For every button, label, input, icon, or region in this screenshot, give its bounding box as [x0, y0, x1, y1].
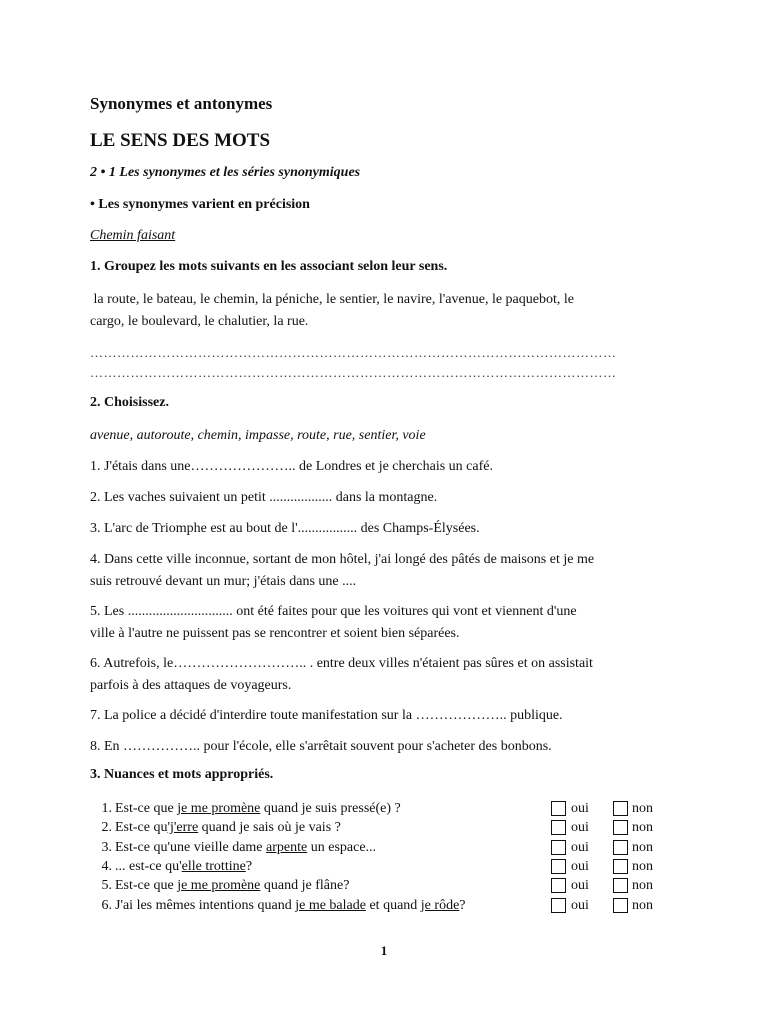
exercise-2-sentence-6-line-2: parfois à des attaques de voyageurs.: [90, 678, 292, 693]
oui-label: oui: [571, 878, 589, 893]
question-text: Est-ce qu'j'erre quand je sais où je vais ?: [115, 820, 341, 835]
question-row: [98, 857, 688, 876]
exercise-2-sentence-5-line-2: ville à l'autre ne puissent pas se rencontrer et soient bien séparées.: [90, 626, 460, 641]
exercise-2-sentence-5-line-1: 5. Les .............................. ont été faites pour que les voitures qui vont et viennent d'une: [90, 604, 577, 619]
question-number: 5.: [101, 878, 112, 893]
non-checkbox[interactable]: [613, 801, 628, 816]
non-label: non: [632, 840, 653, 855]
subsection-heading: • Les synonymes varient en précision: [90, 197, 310, 212]
non-label: non: [632, 878, 653, 893]
non-label: non: [632, 859, 653, 874]
exercise-3-heading: 3. Nuances et mots appropriés.: [90, 767, 274, 782]
question-row: [98, 818, 688, 837]
exercise-1-text-line-1: la route, le bateau, le chemin, la péniche, le sentier, le navire, l'avenue, le paquebot, le: [90, 292, 574, 307]
exercise-2-sentence-1: 1. J'étais dans une………………….. de Londres et je cherchais un café.: [90, 459, 493, 474]
exercise-2-sentence-4-line-2: suis retrouvé devant un mur; j'étais dans une ....: [90, 574, 357, 589]
document-subtitle: LE SENS DES MOTS: [90, 130, 271, 151]
question-row: [98, 876, 688, 895]
question-text: J'ai les mêmes intentions quand je me balade et quand je rôde?: [115, 898, 466, 913]
exercise-2-sentence-7: 7. La police a décidé d'interdire toute manifestation sur la ……………….. publique.: [90, 708, 563, 723]
non-checkbox[interactable]: [613, 820, 628, 835]
exercise-2-sentence-8: 8. En …………….. pour l'école, elle s'arrêtait souvent pour s'acheter des bonbons.: [90, 739, 552, 754]
oui-label: oui: [571, 840, 589, 855]
question-number: 2.: [101, 820, 112, 835]
oui-label: oui: [571, 820, 589, 835]
exercise-2-sentence-6-line-1: 6. Autrefois, le……………………….. . entre deux villes n'étaient pas sûres et on assistait: [90, 656, 593, 671]
oui-checkbox[interactable]: [551, 840, 566, 855]
oui-label: oui: [571, 859, 589, 874]
non-label: non: [632, 820, 653, 835]
question-number: 6.: [101, 898, 112, 913]
oui-label: oui: [571, 801, 589, 816]
question-number: 1.: [101, 801, 112, 816]
non-checkbox[interactable]: [613, 878, 628, 893]
non-checkbox[interactable]: [613, 898, 628, 913]
exercise-2-sentence-3: 3. L'arc de Triomphe est au bout de l'................. des Champs-Élysées.: [90, 521, 480, 536]
exercise-2-heading: 2. Choisissez.: [90, 395, 169, 410]
oui-checkbox[interactable]: [551, 878, 566, 893]
question-number: 3.: [101, 840, 112, 855]
oui-checkbox[interactable]: [551, 820, 566, 835]
oui-label: oui: [571, 898, 589, 913]
question-number: 4.: [101, 859, 112, 874]
non-label: non: [632, 801, 653, 816]
exercise-2-word-list: avenue, autoroute, chemin, impasse, route, rue, sentier, voie: [90, 428, 426, 443]
section-heading: 2 • 1 Les synonymes et les séries synonymiques: [90, 165, 361, 180]
non-checkbox[interactable]: [613, 859, 628, 874]
question-row: [98, 838, 688, 857]
non-checkbox[interactable]: [613, 840, 628, 855]
question-text: ... est-ce qu'elle trottine?: [115, 859, 253, 874]
document-title: Synonymes et antonymes: [90, 94, 273, 113]
oui-checkbox[interactable]: [551, 801, 566, 816]
answer-line-1: ………………………………………………………………………………………………………: [90, 345, 617, 360]
oui-checkbox[interactable]: [551, 898, 566, 913]
exercise-1-heading: 1. Groupez les mots suivants en les associant selon leur sens.: [90, 259, 448, 274]
question-row: [98, 896, 688, 915]
exercise-1-text-line-2: cargo, le boulevard, le chalutier, la rue.: [90, 314, 309, 329]
question-text: Est-ce qu'une vieille dame arpente un espace...: [115, 840, 377, 855]
topic-heading: Chemin faisant: [90, 228, 176, 243]
question-text: Est-ce que je me promène quand je suis pressé(e) ?: [115, 801, 401, 816]
exercise-2-sentence-4-line-1: 4. Dans cette ville inconnue, sortant de mon hôtel, j'ai longé des pâtés de maisons et je me: [90, 552, 595, 567]
oui-checkbox[interactable]: [551, 859, 566, 874]
exercise-2-sentence-2: 2. Les vaches suivaient un petit .................. dans la montagne.: [90, 490, 438, 505]
question-text: Est-ce que je me promène quand je flâne?: [115, 878, 350, 893]
answer-line-2: ………………………………………………………………………………………………………: [90, 365, 617, 380]
question-row: [98, 799, 688, 818]
page-number: 1: [380, 943, 388, 958]
non-label: non: [632, 898, 653, 913]
